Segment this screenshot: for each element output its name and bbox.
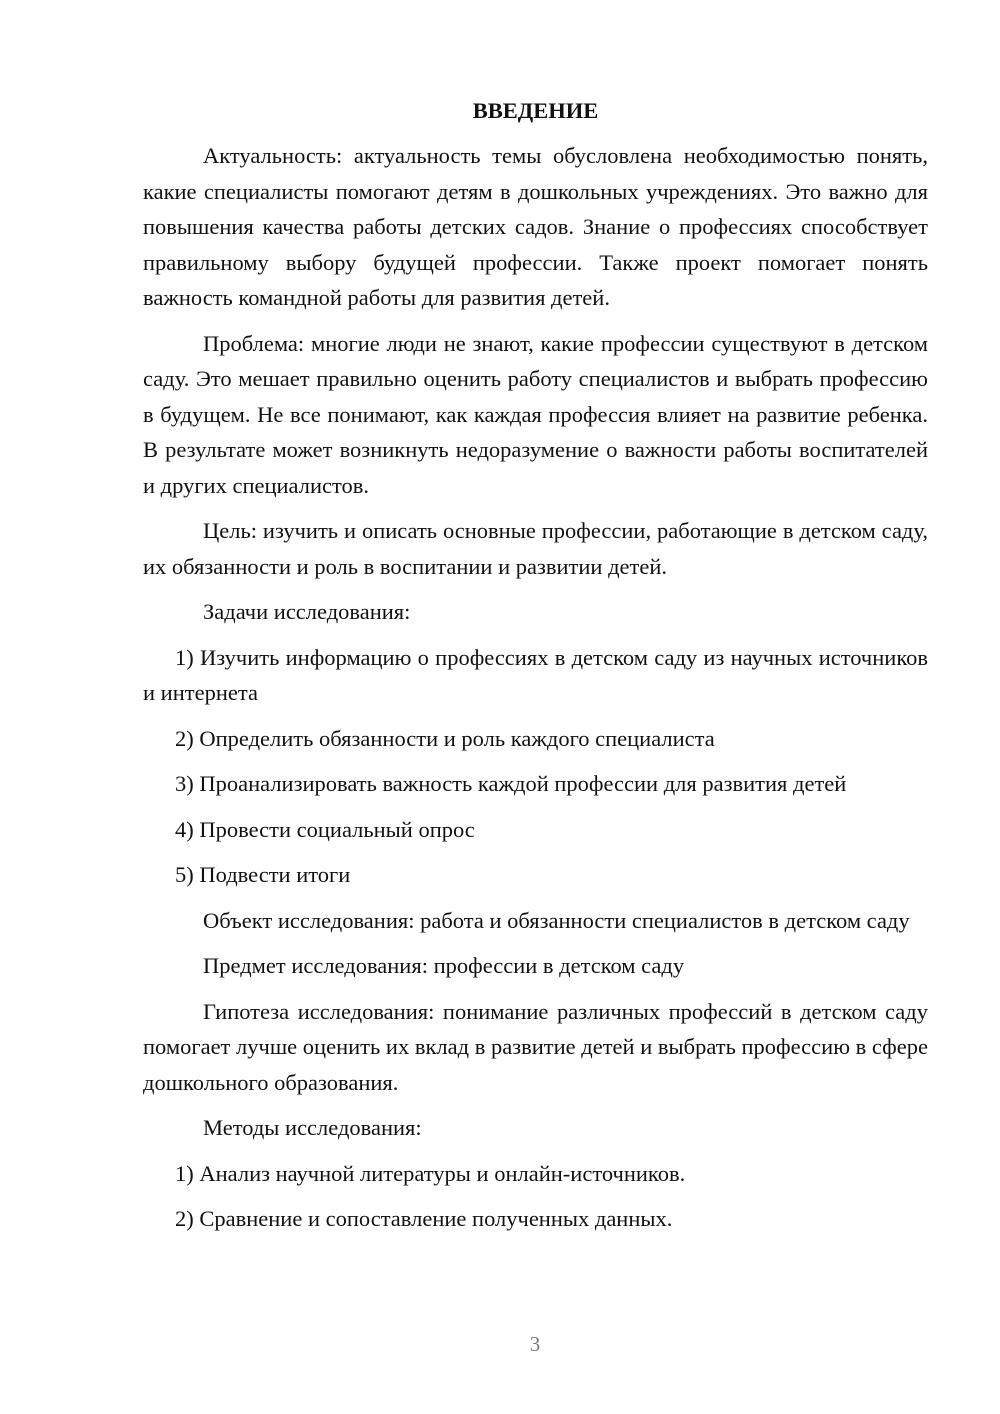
actuality-paragraph: Актуальность: актуальность темы обусловлена необходимостью понять, какие специалисты помогают детям в дошкольных учреждениях. Это важно для повышения качества работы детских садов. Знание о профессиях способствует правильному выбору будущей профессии. Также проект помогает понять важность командной работы для развития детей. xyxy=(143,143,928,310)
list-item: 5) Подвести итоги xyxy=(175,862,351,887)
subject-paragraph: Предмет исследования: профессии в детском саду xyxy=(203,953,685,978)
list-item: 1) Изучить информацию о профессиях в детском саду из научных источников и интернета xyxy=(143,644,928,705)
list-item: 2) Сравнение и сопоставление полученных данных. xyxy=(175,1206,673,1231)
tasks-list xyxy=(143,640,928,893)
problem-paragraph: Проблема: многие люди не знают, какие профессии существуют в детском саду. Это мешает правильно оценить работу специалистов и выбрать профессию в будущем. Не все понимают, как каждая профессия влияет на развитие ребенка. В результате может возникнуть недоразумение о важности работы воспитателей и других специалистов. xyxy=(143,330,928,498)
goal-paragraph: Цель: изучить и описать основные профессии, работающие в детском саду, их обязанности и роль в воспитании и развитии детей. xyxy=(143,518,928,579)
hypothesis-paragraph: Гипотеза исследования: понимание различных профессий в детском саду помогает лучше оценить их вклад в развитие детей и выбрать профессию в сфере дошкольного образования. xyxy=(143,998,928,1095)
methods-title: Методы исследования: xyxy=(203,1115,422,1140)
list-item: 3) Проанализировать важность каждой профессии для развития детей xyxy=(175,771,847,796)
page-title: ВВЕДЕНИЕ xyxy=(472,98,599,123)
list-item: 4) Провести социальный опрос xyxy=(175,816,475,842)
page-number: 3 xyxy=(529,1332,541,1356)
list-item: 1) Анализ научной литературы и онлайн-источников. xyxy=(175,1160,686,1186)
tasks-title: Задачи исследования: xyxy=(203,599,411,624)
methods-list xyxy=(143,1156,928,1237)
list-item: 2) Определить обязанности и роль каждого специалиста xyxy=(175,725,715,751)
object-paragraph: Объект исследования: работа и обязанности специалистов в детском саду xyxy=(203,907,910,933)
document-page xyxy=(143,96,928,1247)
